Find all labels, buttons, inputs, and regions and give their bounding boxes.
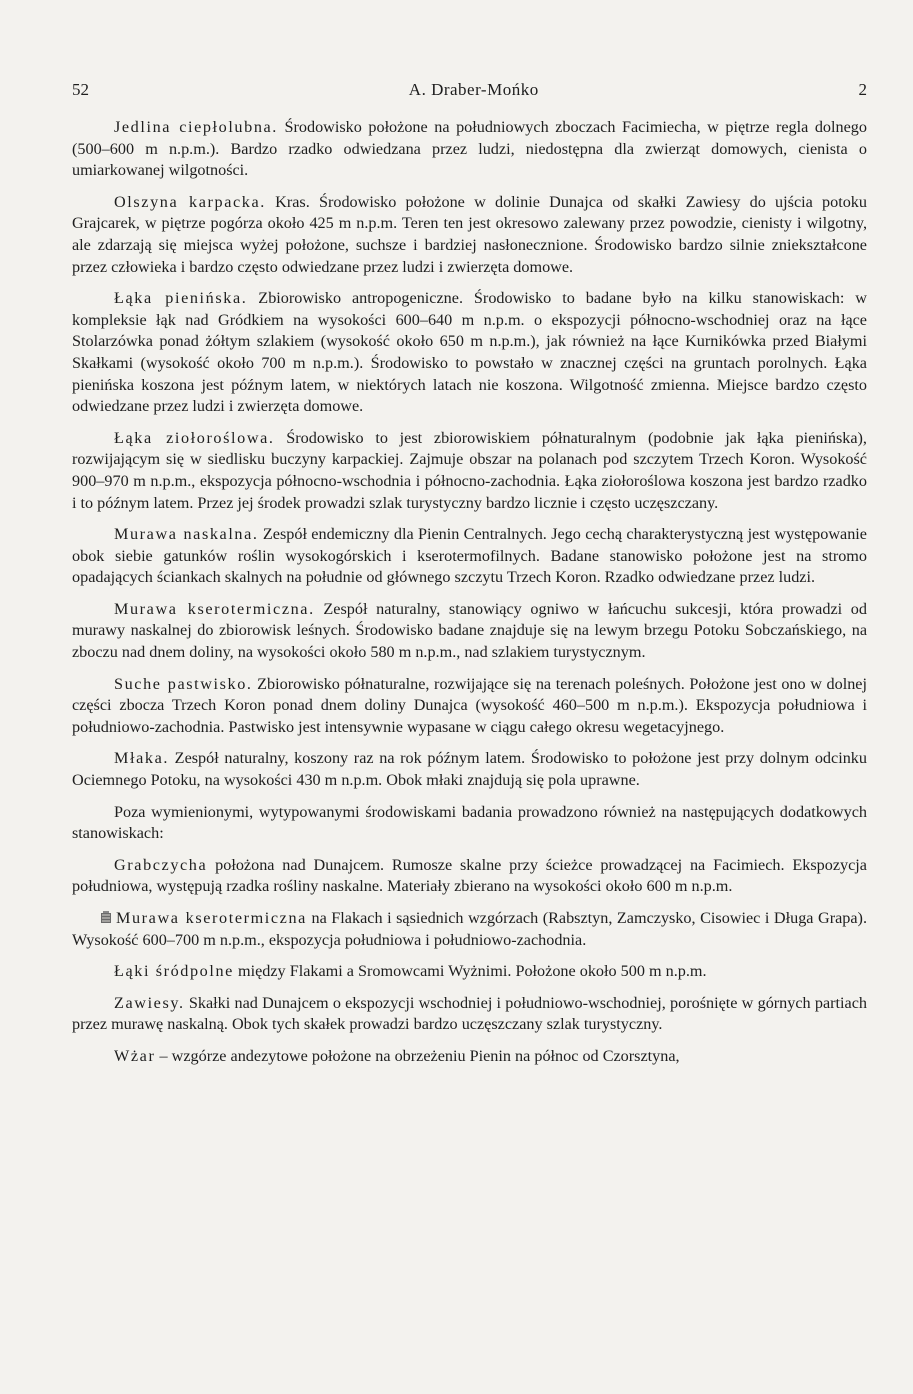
paragraph-text: położona nad Dunajcem. Rumosze skalne przy ścieżce prowadzącej na Facimiech. Ekspozycja południowa, występują rzadka rośliny naskalne. Materiały zbierano na wysokości około 600 m n.p.m. [72,855,867,896]
habitat-term: Łąka pienińska. [114,289,248,308]
paragraph [72,961,867,983]
page-number: 52 [72,80,89,99]
paragraph [72,993,867,1036]
paragraph [72,674,867,739]
habitat-term: Suche pastwisko. [114,674,253,693]
habitat-term: Zawiesy. [114,993,185,1012]
habitat-term: Wżar [114,1046,156,1065]
habitat-term: Murawa kserotermiczna. [114,599,315,618]
habitat-term: Łąki śródpolne [114,962,234,981]
paragraph-text: między Flakami a Sromowcami Wyżnimi. Położone około 500 m n.p.m. [233,962,707,981]
paragraph-text: – wzgórze andezytowe położone na obrzeżeniu Pienin na północ od Czorsztyna, [155,1046,680,1065]
body-text [72,117,867,1078]
habitat-term: Łąka ziołoroślowa. [114,428,275,447]
paragraph [72,599,867,664]
paragraph-text: Środowisko to jest zbiorowiskiem półnaturalnym (podobnie jak łąka pienińska), rozwijającym się w siedlisku buczyny karpackiej. Zajmuje obszar na polanach pod szczytem Trzech Koron. Wysokość 900–970 m n.p.m., ekspozycja północno-wschodnia i północno-zachodnia. Łąka ziołoroślowa koszona jest bardzo rzadko i to późnym latem. Przez jej środek prowadzi szlak turystyczny bardzo licznie i często uczęszczany. [72,428,867,512]
running-header [72,79,867,101]
paragraph [72,428,867,514]
paragraph-text: Zespół endemiczny dla Pienin Centralnych. Jego cechą charakterystyczną jest występowanie obok siebie gatunków roślin wysokogórskich i kserotermofilnych. Badane stanowisko położone jest na stromo opadających ściankach skalnych na południe od głównego szczytu Trzech Koron. Rzadko odwiedzane przez ludzi. [72,525,867,587]
paragraph-text: na Flakach i sąsiednich wzgórzach (Rabsztyn, Zamczysko, Cisowiec i Długa Grapa). Wysokość 600–700 m n.p.m., ekspozycja południowa i południowo-zachodnia. [72,909,867,949]
paragraph [72,288,867,418]
habitat-term: Jedlina ciepłolubna. [114,118,278,136]
paragraph [72,1046,867,1068]
paragraph [72,908,867,951]
habitat-term: Grabczycha [114,855,208,874]
paragraph-text: Kras. Środowisko położone w dolinie Dunajca od skałki Zawiesy do ujścia potoku Grajcarek, w piętrze pogórza około 425 m n.p.m. Teren ten jest okresowo zalewany przez powodzie, cienisty i wilgotny, ale zdarzają się miejsca wyżej położone, suchsze i bardziej nasłonecznione. Środowisko bardzo silnie zniekształcone przez człowieka i bardzo często odwiedzane przez ludzi i zwierzęta domowe. [72,192,867,276]
paragraph-text: Skałki nad Dunajcem o ekspozycji wschodniej i południowo-wschodniej, porośnięte w górnych partiach przez murawę naskalną. Obok tych skałek prowadzi bardzo uczęszczany szlak turystyczny. [72,993,867,1034]
issue-number: 2 [858,80,867,99]
paragraph-text: Zespół naturalny, stanowiący ogniwo w łańcuchu sukcesji, która prowadzi od murawy naskalnej do zbiorowisk leśnych. Środowisko badane znajduje się na lewym brzegu Potoku Sobczańskiego, na zboczu nad dnem doliny, na wysokości około 580 m n.p.m., nad szlakiem turystycznym. [72,599,867,662]
paragraph [72,117,867,182]
paragraph-text: Zbiorowisko antropogeniczne. Środowisko to badane było na kilku stanowiskach: w kompleksie łąk nad Gródkiem na wysokości 600–640 m n.p.m. o ekspozycji północno-wschodniej oraz na łące Stolarzówka ponad żółtym szlakiem (wysokość około 650 m n.p.m.), jak również na łące Kurnikówka przed Białymi Skałkami (wysokość około 700 m n.p.m.). Środowisko to powstało w znacznej części na gruntach porolnych. Łąka pienińska koszona jest późnym latem, w niektórych latach nie koszona. Wilgotność zmienna. Miejsce bardzo często odwiedzane przez ludzi i zwierzęta domowe. [72,289,867,416]
library-stamp-icon [100,911,112,925]
paragraph [72,192,867,278]
paragraph-text: Zespół naturalny, koszony raz na rok późnym latem. Środowisko to położone jest przy dolnym odcinku Ociemnego Potoku, na wysokości 430 m n.p.m. Obok młaki znajdują się pola uprawne. [72,749,867,790]
paragraph [72,524,867,589]
habitat-term: Olszyna karpacka. [114,192,266,211]
habitat-term: Murawa kserotermiczna [116,909,307,927]
paragraph [72,855,867,898]
habitat-term: Młaka. [114,749,170,768]
paragraph-text: Poza wymienionymi, wytypowanymi środowiskami badania prowadzono również na następujących dodatkowych stanowiskach: [72,802,867,843]
paragraph [72,802,867,845]
habitat-term: Murawa naskalna. [114,525,259,544]
paragraph-text: Środowisko położone na południowych zboczach Facimiecha, w piętrze regla dolnego (500–600 m n.p.m.). Bardzo rzadko odwiedzana przez ludzi, niedostępna dla zwierząt domowych, cienista o umiarkowanej wilgotności. [72,118,867,180]
paragraph-text: Zbiorowisko półnaturalne, rozwijające się na terenach poleśnych. Położone jest ono w dolnej części zbocza Trzech Koron ponad dnem doliny Dunajca (wysokość 460–500 m n.p.m.). Ekspozycja południowa i południowo-zachodnia. Pastwisko jest intensywnie wypasane w ciągu całego okresu wegetacyjnego. [72,674,867,736]
running-title: A. Draber-Mońko [408,80,539,99]
paragraph [72,748,867,791]
